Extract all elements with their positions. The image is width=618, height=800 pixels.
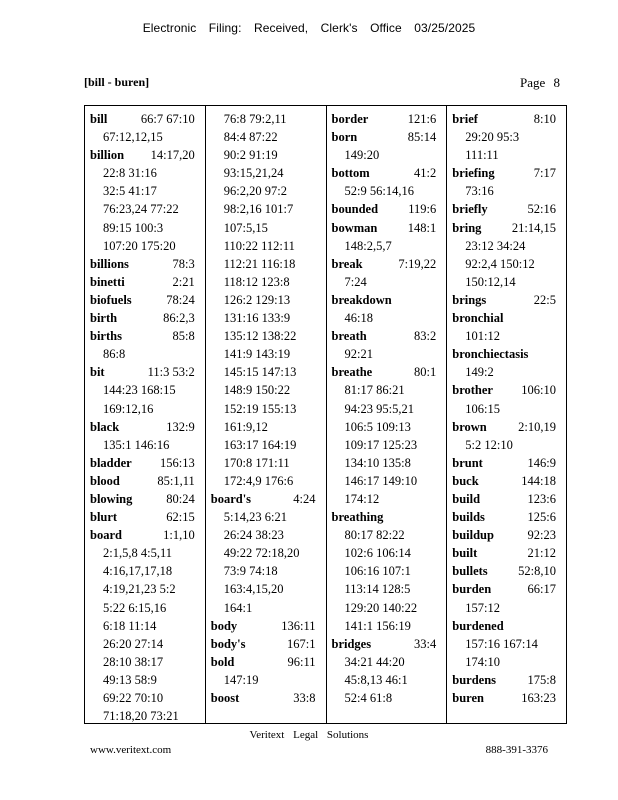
page-line-ref: 52:16 (527, 202, 556, 217)
index-entry-head (332, 363, 447, 381)
page-line-ref: 125:6 (527, 510, 556, 525)
index-term: build (452, 491, 481, 506)
index-entry (452, 219, 566, 291)
index-term: builds (452, 510, 485, 525)
index-term: bridges (331, 636, 372, 651)
index-term: bladder (90, 455, 132, 470)
index-entry (332, 164, 447, 200)
index-entry-head (332, 200, 447, 218)
index-entry (332, 327, 447, 363)
page-line-ref: 148:2,5,7 (344, 238, 392, 253)
page-line-ref: 163:17 164:19 (223, 437, 297, 452)
page-line-ref: 81:17 86:21 (344, 383, 405, 398)
page-line-ref: 22:8 31:16 (103, 166, 157, 181)
page-line-ref: 157:16 167:14 (465, 636, 538, 651)
index-entry (332, 363, 447, 508)
page-line-ref: 107:5,15 (223, 220, 268, 235)
index-entry (452, 490, 566, 508)
index-entry-head (211, 635, 326, 653)
index-entry-head (90, 454, 205, 472)
index-entry (452, 617, 566, 671)
index-term: born (331, 130, 358, 145)
page-number: Page 8 (519, 75, 560, 90)
page-line-ref: 69:22 70:10 (103, 691, 164, 705)
index-entry (452, 544, 566, 562)
word-index-table (84, 105, 567, 724)
index-entry (90, 472, 205, 490)
index-entry-head (452, 164, 566, 182)
page-line-ref: 80:17 82:22 (344, 528, 405, 543)
index-term: bill (90, 112, 108, 126)
index-term: blurt (90, 510, 118, 525)
page-line-ref: 78:3 (172, 256, 195, 271)
page-line-ref: 141:1 156:19 (344, 618, 411, 633)
index-entry-head (452, 219, 566, 237)
page-line-ref: 66:7 67:10 (140, 112, 195, 126)
index-entry (90, 418, 205, 454)
index-term: built (452, 546, 478, 561)
index-entry-head (90, 526, 205, 544)
index-entry-head (332, 219, 447, 237)
index-term: blowing (90, 491, 133, 506)
page-line-ref: 80:24 (166, 491, 195, 506)
page-line-ref: 78:24 (166, 292, 195, 307)
page-line-ref: 113:14 128:5 (344, 582, 411, 597)
index-term: billions (90, 256, 129, 271)
index-entry (452, 526, 566, 544)
page-line-ref: 4:19,21,23 5:2 (103, 582, 176, 597)
page-line-ref: 96:2,20 97:2 (223, 184, 287, 199)
page-line-ref: 80:1 (414, 365, 437, 380)
index-term: bowman (331, 220, 378, 235)
index-term: body's (210, 636, 246, 651)
index-entry-head (90, 291, 205, 309)
index-entry (332, 110, 447, 128)
page-line-ref: 109:17 125:23 (344, 437, 418, 452)
index-entry (211, 635, 326, 653)
page-line-ref: 45:8,13 46:1 (344, 672, 408, 687)
page-line-ref: 145:15 147:13 (223, 365, 297, 380)
page-line-ref: 106:15 (465, 401, 500, 416)
index-entry-head (90, 363, 205, 381)
index-entry (332, 255, 447, 291)
index-entry (452, 580, 566, 616)
index-entry-head (452, 689, 566, 707)
index-entry (90, 291, 205, 309)
index-entry-head (452, 671, 566, 689)
index-term: buck (452, 473, 479, 488)
index-entry-head (452, 418, 566, 436)
index-entry-head (452, 617, 566, 635)
index-term: bronchial (452, 311, 504, 326)
index-entry (90, 327, 205, 363)
index-entry-head (452, 309, 566, 327)
page-line-ref: 28:10 38:17 (103, 654, 164, 669)
index-entry-head (452, 291, 566, 309)
index-entry (211, 110, 326, 490)
index-term: breakdown (331, 292, 392, 307)
page-line-ref: 8:10 (533, 112, 556, 126)
page-line-ref: 148:9 150:22 (223, 383, 291, 398)
page-line-ref: 123:6 (527, 491, 556, 506)
page-line-ref: 92:21 (344, 347, 373, 362)
index-entry (452, 418, 566, 454)
index-term: brief (452, 112, 478, 126)
index-entry-head (452, 544, 566, 562)
page-line-ref: 85:1,11 (157, 473, 195, 488)
page-line-ref: 85:14 (407, 130, 437, 145)
page-line-ref: 41:2 (414, 166, 437, 181)
index-entry (452, 671, 566, 689)
index-term: brother (452, 383, 493, 398)
page-line-ref: 62:15 (166, 510, 195, 525)
page-line-ref: 49:13 58:9 (103, 672, 157, 687)
footer-website: www.veritext.com (90, 744, 172, 756)
index-term: bring (452, 220, 482, 235)
index-entry-head (90, 309, 205, 327)
index-term: black (90, 419, 120, 434)
index-entry-head (332, 128, 447, 146)
page-line-ref: 29:20 95:3 (465, 130, 520, 145)
index-entry (452, 345, 566, 381)
page-line-ref: 6:18 11:14 (103, 618, 157, 633)
index-entry (211, 689, 326, 707)
index-entry (90, 363, 205, 417)
page-line-ref: 150:12,14 (465, 274, 516, 289)
index-entry-head (452, 454, 566, 472)
index-entry-head (211, 653, 326, 671)
index-entry (452, 381, 566, 417)
index-entry-head (332, 508, 447, 526)
page-line-ref: 93:15,21,24 (223, 166, 284, 181)
index-entry-head (90, 472, 205, 490)
index-term: biofuels (90, 292, 132, 307)
index-entry (90, 309, 205, 327)
index-entry-head (90, 110, 205, 128)
page-line-ref: 76:23,24 77:22 (103, 202, 179, 217)
page-line-ref: 21:12 (527, 546, 556, 561)
index-entry-head (90, 273, 205, 291)
index-entry-head (211, 490, 326, 508)
page-line-ref: 26:24 38:23 (223, 528, 284, 543)
index-entry (90, 146, 205, 255)
page-line-ref: 4:24 (293, 491, 316, 506)
page-line-ref: 144:18 (521, 473, 556, 488)
page-line-ref: 5:2 12:10 (465, 437, 513, 452)
page-line-ref: 135:1 146:16 (103, 437, 170, 452)
page-line-ref: 7:24 (344, 274, 367, 289)
index-entry-head (211, 617, 326, 635)
page-line-ref: 2:10,19 (518, 419, 556, 434)
page-line-ref: 33:4 (414, 636, 437, 651)
index-term: blood (90, 473, 120, 488)
page-line-ref: 112:21 116:18 (223, 256, 296, 271)
index-entry (211, 617, 326, 635)
page-line-ref: 67:12,12,15 (103, 130, 163, 145)
index-entry (452, 164, 566, 200)
page-line-ref: 89:15 100:3 (103, 220, 164, 235)
index-term: buren (452, 691, 484, 705)
index-entry (452, 309, 566, 345)
page-line-ref: 96:11 (287, 654, 316, 669)
page-line-ref: 170:8 171:11 (223, 455, 290, 470)
index-entry-head (90, 508, 205, 526)
page-line-ref: 85:8 (172, 329, 195, 344)
index-entry-head (332, 255, 447, 273)
index-term: billion (90, 148, 125, 163)
page-line-ref: 23:12 34:24 (465, 238, 526, 253)
index-term: breathe (331, 365, 373, 380)
page-line-ref: 52:9 56:14,16 (344, 184, 414, 199)
index-entry (332, 291, 447, 327)
filing-stamp: Electronic Filing: Received, Clerk's Office 03/25/2025 (142, 21, 476, 35)
page-line-ref: 110:22 112:11 (223, 238, 295, 253)
index-entry-head (332, 110, 447, 128)
index-entry (332, 508, 447, 635)
index-entry (332, 635, 447, 707)
index-term: burden (452, 582, 492, 597)
page-line-ref: 66:17 (527, 582, 556, 597)
page-line-ref: 118:12 123:8 (223, 274, 290, 289)
page-line-ref: 129:20 140:22 (344, 600, 418, 615)
page-line-ref: 84:4 87:22 (223, 130, 278, 145)
page-line-ref: 147:19 (223, 672, 259, 687)
page-line-ref: 161:9,12 (223, 419, 268, 434)
index-term: border (331, 112, 369, 126)
page-line-ref: 146:9 (527, 455, 556, 470)
footer-company: Veritext Legal Solutions (249, 729, 369, 741)
index-entry-head (452, 490, 566, 508)
index-term: burdened (452, 618, 504, 633)
page-line-ref: 7:19,22 (398, 256, 437, 271)
index-entry-head (332, 164, 447, 182)
index-entry (452, 200, 566, 218)
page-line-ref: 144:23 168:15 (103, 383, 176, 398)
page-line-ref: 146:17 149:10 (344, 473, 418, 488)
page-line-ref: 172:4,9 176:6 (223, 473, 294, 488)
page-line-ref: 148:1 (407, 220, 437, 235)
index-column (85, 106, 206, 723)
index-entry (452, 689, 566, 707)
index-entry-head (452, 508, 566, 526)
page-line-ref: 135:12 138:22 (223, 329, 297, 344)
index-entry (211, 653, 326, 689)
page-line-ref: 14:17,20 (150, 148, 195, 163)
page-line-ref: 92:2,4 150:12 (465, 256, 535, 271)
page-line-ref: 73:16 (465, 184, 494, 199)
index-term: breath (331, 329, 367, 344)
page-line-ref: 83:2 (414, 329, 437, 344)
page-line-ref: 157:12 (465, 600, 500, 615)
index-term: briefly (452, 202, 488, 217)
index-entry (452, 454, 566, 472)
page-line-ref: 175:8 (527, 672, 556, 687)
page-line-ref: 106:5 109:13 (344, 419, 411, 434)
index-term: binetti (90, 274, 125, 289)
index-entry-head (452, 345, 566, 363)
index-entry (90, 508, 205, 526)
index-column (206, 106, 327, 723)
page-line-ref: 149:2 (465, 365, 494, 380)
page-line-ref: 94:23 95:5,21 (344, 401, 414, 416)
index-term: break (331, 256, 363, 271)
page-line-ref: 4:16,17,17,18 (103, 564, 173, 579)
index-entry-head (452, 562, 566, 580)
page-line-ref: 2:21 (172, 274, 195, 289)
page-line-ref: 164:1 (223, 600, 253, 615)
page-line-ref: 26:20 27:14 (103, 636, 164, 651)
index-entry-head (332, 291, 447, 309)
index-entry-head (452, 381, 566, 399)
index-entry (90, 273, 205, 291)
page-line-ref: 132:9 (166, 419, 195, 434)
index-entry-head (452, 526, 566, 544)
index-term: board (90, 528, 122, 543)
index-entry (452, 472, 566, 490)
index-term: bottom (331, 166, 370, 181)
page-line-ref: 174:12 (344, 491, 380, 506)
index-range: [bill - buren] (84, 75, 150, 89)
index-term: bit (90, 365, 105, 380)
index-entry-head (452, 110, 566, 128)
index-term: boost (210, 691, 240, 705)
index-term: brings (452, 292, 487, 307)
page-line-ref: 152:19 155:13 (223, 401, 297, 416)
page-line-ref: 149:20 (344, 148, 380, 163)
index-entry-head (90, 418, 205, 436)
page-line-ref: 101:12 (465, 329, 500, 344)
index-entry (452, 110, 566, 164)
page-line-ref: 98:2,16 101:7 (223, 202, 294, 217)
page-line-ref: 22:5 (533, 292, 556, 307)
page-line-ref: 21:14,15 (511, 220, 556, 235)
footer-phone: 888-391-3376 (485, 744, 548, 756)
index-entry-head (90, 255, 205, 273)
index-entry (90, 526, 205, 723)
index-term: buildup (452, 528, 494, 543)
index-entry-head (211, 689, 326, 707)
index-entry-head (332, 635, 447, 653)
page-line-ref: 126:2 129:13 (223, 292, 291, 307)
page-line-ref: 71:18,20 73:21 (103, 709, 179, 723)
page-line-ref: 34:21 44:20 (344, 654, 405, 669)
index-entry (90, 490, 205, 508)
page-line-ref: 11:3 53:2 (147, 365, 195, 380)
index-entry-head (452, 472, 566, 490)
index-column (327, 106, 448, 723)
index-term: bronchiectasis (452, 347, 529, 362)
index-entry (90, 110, 205, 146)
page-line-ref: 131:16 133:9 (223, 311, 291, 326)
page-line-ref: 52:4 61:8 (344, 691, 393, 705)
index-term: brunt (452, 455, 483, 470)
page-line-ref: 167:1 (287, 636, 316, 651)
index-entry-head (90, 146, 205, 164)
page-line-ref: 141:9 143:19 (223, 347, 291, 362)
index-entry (332, 200, 447, 218)
page-line-ref: 86:8 (103, 347, 126, 362)
page-line-ref: 156:13 (160, 455, 195, 470)
index-term: bold (210, 654, 235, 669)
index-term: bullets (452, 564, 488, 579)
page-line-ref: 111:11 (465, 148, 499, 163)
page-line-ref: 163:4,15,20 (223, 582, 284, 597)
index-term: bounded (331, 202, 379, 217)
page-line-ref: 121:6 (407, 112, 437, 126)
index-entry (90, 454, 205, 472)
index-term: briefing (452, 166, 495, 181)
index-entry (90, 255, 205, 273)
index-term: birth (90, 311, 118, 326)
page-line-ref: 119:6 (408, 202, 437, 217)
index-term: board's (210, 491, 252, 506)
page-line-ref: 136:11 (281, 618, 316, 633)
page-line-ref: 2:1,5,8 4:5,11 (103, 546, 172, 561)
page-line-ref: 90:2 91:19 (223, 148, 278, 163)
index-entry-head (90, 490, 205, 508)
page-line-ref: 33:8 (293, 691, 316, 705)
index-term: brown (452, 419, 487, 434)
page-line-ref: 106:16 107:1 (344, 564, 411, 579)
page-line-ref: 169:12,16 (103, 401, 154, 416)
page-line-ref: 5:22 6:15,16 (103, 600, 167, 615)
page-line-ref: 107:20 175:20 (103, 238, 176, 253)
page-line-ref: 163:23 (521, 691, 556, 705)
index-entry (332, 128, 447, 164)
index-term: burdens (452, 672, 497, 687)
page-line-ref: 5:14,23 6:21 (223, 510, 287, 525)
page-line-ref: 102:6 106:14 (344, 546, 411, 561)
index-entry (452, 508, 566, 526)
page-line-ref: 46:18 (344, 311, 373, 326)
page-line-ref: 1:1,10 (163, 528, 195, 543)
page-line-ref: 32:5 41:17 (103, 184, 157, 199)
index-term: body (210, 618, 238, 633)
page-line-ref: 49:22 72:18,20 (223, 546, 300, 561)
index-column (447, 106, 566, 723)
index-entry-head (332, 327, 447, 345)
page-line-ref: 73:9 74:18 (223, 564, 278, 579)
page-line-ref: 106:10 (521, 383, 556, 398)
index-entry (452, 562, 566, 580)
index-entry (211, 490, 326, 617)
page-line-ref: 7:17 (533, 166, 556, 181)
index-term: breathing (331, 510, 384, 525)
page-line-ref: 76:8 79:2,11 (223, 112, 287, 126)
page-line-ref: 174:10 (465, 654, 500, 669)
index-entry-head (452, 580, 566, 598)
page-line-ref: 92:23 (527, 528, 556, 543)
index-entry-head (452, 200, 566, 218)
index-entry (452, 291, 566, 309)
page-line-ref: 52:8,10 (518, 564, 556, 579)
index-term: births (90, 329, 122, 344)
index-entry-head (90, 327, 205, 345)
page-line-ref: 86:2,3 (163, 311, 195, 326)
page-line-ref: 134:10 135:8 (344, 455, 411, 470)
index-entry (332, 219, 447, 255)
